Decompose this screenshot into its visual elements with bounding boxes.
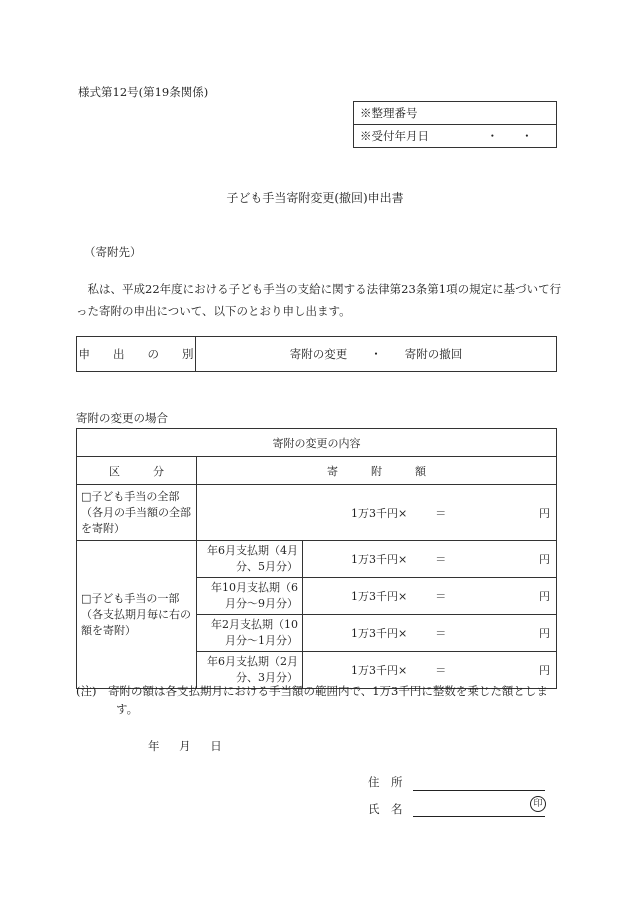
change-case-label: 寄附の変更の場合 — [76, 411, 168, 425]
payment-period: 年2月支払期（10月分～1月分） — [197, 615, 303, 652]
reception-date-value: ・ ・ — [486, 129, 533, 143]
request-type-label: 申 出 の 別 — [77, 337, 196, 372]
equals-sign: ＝ — [435, 664, 447, 677]
amount-cell[interactable] — [303, 578, 557, 615]
payment-period: 年6月支払期（4月分、5月分） — [197, 541, 303, 578]
request-type-options[interactable]: 寄附の変更 ・ 寄附の撤回 — [196, 337, 557, 372]
equals-sign: ＝ — [435, 590, 447, 603]
yen-unit: 円 — [539, 590, 550, 603]
unit-amount: 1万3千円× — [351, 590, 408, 603]
reception-date-label: ※受付年月日 — [360, 129, 429, 143]
unit-amount: 1万3千円× — [351, 664, 408, 677]
yen-unit: 円 — [539, 553, 550, 566]
page-title: 子ども手当寄附変更(撤回)申出書 — [226, 191, 404, 205]
request-type-table — [76, 336, 557, 372]
unit-amount: 1万3千円× — [351, 627, 408, 640]
unit-amount: 1万3千円× — [351, 553, 408, 566]
amount-header: 寄 附 額 — [197, 457, 557, 485]
equals-sign: ＝ — [435, 506, 447, 520]
amount-cell[interactable] — [303, 615, 557, 652]
partial-donation-checkbox[interactable]: □子ども手当の一部（各支払期月毎に右の額を寄附） — [77, 541, 197, 689]
donation-change-table — [76, 428, 557, 689]
equals-sign: ＝ — [435, 553, 447, 566]
amount-cell[interactable] — [197, 485, 557, 541]
form-number: 様式第12号(第19条関係) — [78, 85, 209, 99]
seal-mark: 印 — [530, 796, 546, 812]
reference-number-label: ※整理番号 — [360, 106, 418, 120]
table-title: 寄附の変更の内容 — [77, 429, 557, 457]
recipient-label: （寄附先） — [84, 245, 142, 259]
name-field[interactable] — [413, 816, 545, 817]
equals-sign: ＝ — [435, 627, 447, 640]
footnote: (注) 寄附の額は各支払期月における手当額の範囲内で、1万3千円に整数を乗じた額とします。 — [76, 684, 548, 716]
yen-unit: 円 — [539, 664, 550, 677]
date-field[interactable]: 年 月 日 — [148, 739, 222, 753]
yen-unit: 円 — [539, 627, 550, 640]
payment-period: 年6月支払期（2月分、3月分） — [197, 652, 303, 689]
reception-box — [353, 101, 557, 148]
full-donation-checkbox[interactable]: □子ども手当の全部（各月の手当額の全部を寄附） — [77, 485, 197, 541]
unit-amount: 1万3千円× — [351, 506, 408, 520]
payment-period: 年10月支払期（6月分～9月分） — [197, 578, 303, 615]
yen-unit: 円 — [539, 506, 550, 520]
amount-cell[interactable] — [303, 541, 557, 578]
name-label: 氏 名 — [368, 802, 403, 816]
reception-date-field[interactable] — [354, 125, 557, 148]
address-label: 住 所 — [368, 775, 403, 789]
reference-number-field[interactable] — [354, 102, 557, 125]
address-field[interactable] — [413, 790, 545, 791]
category-header: 区 分 — [77, 457, 197, 485]
body-text: 私は、平成22年度における子ども手当の支給に関する法律第23条第1項の規定に基づいて行った寄附の申出について、以下のとおり申し出ます。 — [76, 282, 562, 318]
